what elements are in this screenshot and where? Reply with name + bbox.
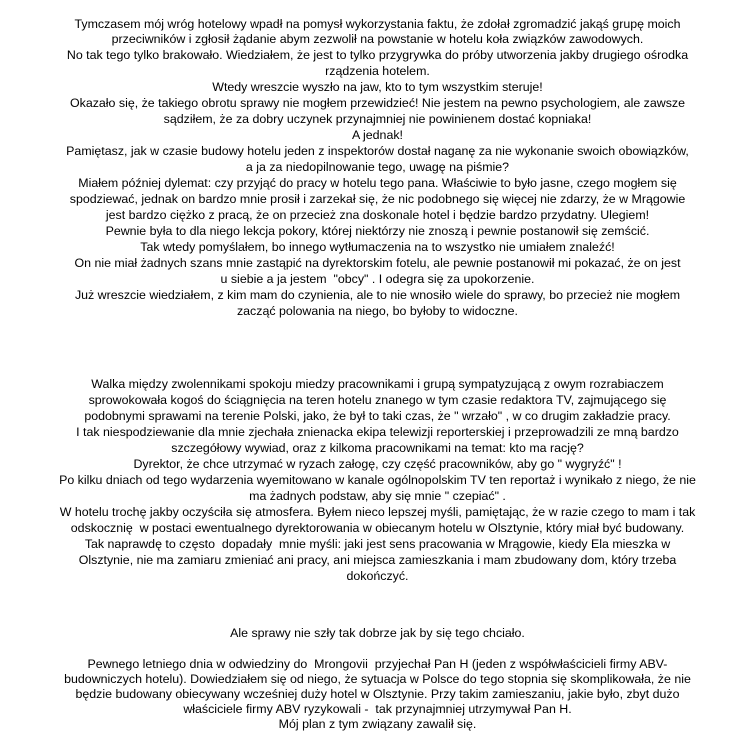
text-line: Tymczasem mój wróg hotelowy wpadł na pomysł wykorzystania faktu, że zdołał zgromadzić jakąś grupę moich xyxy=(74,17,681,31)
text-line: a ja za niedopilnowanie tego, uwagę na piśmie? xyxy=(245,160,510,174)
text-line: zacząć polowania na niego, bo byłoby to widoczne. xyxy=(236,304,519,318)
text-line: Pamiętasz, jak w czasie budowy hotelu jeden z inspektorów dostał naganę za nie wykonanie swoich obowiązków, xyxy=(66,144,689,158)
text-line: przeciwników i zgłosił żądanie abym zezwolił na powstanie w hotelu koła związków zawodowych. xyxy=(111,32,644,46)
text-line: Walka między zwolennikami spokoju miedzy pracownikami i grupą sympatyzującą z owym rozrabiaczem xyxy=(91,377,664,391)
text-line: Pewnie była to dla niego lekcja pokory, której niektórzy nie znoszą i pewnie postanowił się zemścić. xyxy=(105,224,650,238)
text-line: Wtedy wreszcie wyszło na jaw, kto to tym wszystkim steruje! xyxy=(212,80,543,94)
text-line: właściciele firmy ABV ryzykowali - tak przynajmniej utrzymywał Pan H. xyxy=(183,702,572,716)
text-line: ma żadnych podstaw, aby się mnie " czepiać" . xyxy=(249,489,506,503)
text-line: On nie miał żadnych szans mnie zastąpić na dyrektorskim fotelu, ale pewnie postanowił mi pokazać, że on jest xyxy=(74,256,681,270)
text-line: szczegółowy wywiad, oraz z kilkoma pracownikami na temat: kto ma rację? xyxy=(171,441,584,455)
text-line: sądziłem, że za dobry uczynek przynajmniej nie powinienem dostać kopniaka! xyxy=(163,112,592,126)
text-line: Po kilku dniach od tego wydarzenia wyemitowano w kanale ogólnopolskim TV ten reportaż i wynikało z niego, że nie xyxy=(59,473,696,487)
text-line: W hotelu trochę jakby oczyściła się atmosfera. Byłem nieco lepszej myśli, pamiętając, że w razie czego to mam i tak xyxy=(59,505,696,519)
text-line: I tak niespodziewanie dla mnie zjechała znienacka ekipa telewizji reporterskiej i przeprowadzili ze mną bardzo xyxy=(76,425,679,439)
text-line: Mój plan z tym związany zawalił się. xyxy=(278,717,477,731)
text-line: A jednak! xyxy=(352,128,403,142)
text-line: u siebie a ja jestem "obcy" . I odegra się za upokorzenie. xyxy=(220,272,535,286)
text-line: Pewnego letniego dnia w odwiedziny do Mrongovii przyjechał Pan H (jeden z współwłaścicieli firmy ABV- xyxy=(87,657,668,671)
text-line: sprowokowała kogoś do ściągnięcia na teren hotelu znanego w tym czasie redaktora TV, zajmującego się xyxy=(88,393,667,407)
text-line: Ale sprawy nie szły tak dobrze jak by się tego chciało. xyxy=(230,626,525,640)
text-line: budowniczych hotelu). Dowiedziałem się od niego, że sytuacja w Polsce do tego stopnia się skomplikowała, że nie xyxy=(64,672,691,686)
text-line: odskocznię w postaci ewentualnego dyrektorowania w obiecanym hotelu w Olsztynie, który miał być budowany. xyxy=(70,521,685,535)
text-line: dokończyć. xyxy=(346,569,409,583)
text-line: będzie budowany obiecywany wcześniej duży hotel w Olsztynie. Przy takim zamieszaniu, jakie było, zbyt dużo xyxy=(75,687,680,701)
text-line: spodziewać, jednak on bardzo mnie prosił i zarzekał się, że nic podobnego się więcej nie zdarzy, że w Mrągowie xyxy=(69,192,686,206)
text-line: Tak wtedy pomyślałem, bo innego wytłumaczenia na to wszystko nie umiałem znaleźć! xyxy=(140,240,615,254)
text-line: Olsztynie, nie ma zamiaru zmieniać ani pracy, ani miejsca zamieszkania i mam zbudowany dom, który trzeba xyxy=(78,553,677,567)
text-line: Już wreszcie wiedziałem, z kim mam do czynienia, ale to nie wnosiło wiele do sprawy, bo przecież nie mogłem xyxy=(74,288,681,302)
text-line: No tak tego tylko brakowało. Wiedziałem, że jest to tylko przygrywka do próby utworzenia jakby drugiego ośrodka xyxy=(66,48,689,62)
text-line: podobnymi sprawami na terenie Polski, jako, że był to taki czas, że " wrzało" , w co drugim zakładzie pracy. xyxy=(84,409,671,423)
text-line: Dyrektor, że chce utrzymać w ryzach załogę, czy część pracowników, aby go " wygryźć" ! xyxy=(133,457,622,471)
text-line: Miałem później dylemat: czy przyjąć do pracy w hotelu tego pana. Właściwie to było jasne, czego mogłem się xyxy=(78,176,677,190)
text-line: jest bardzo ciężko z pracą, że on przecież zna doskonale hotel i będzie bardzo przydatny. Ulegiem! xyxy=(105,208,650,222)
text-line: Tak naprawdę to często dopadały mnie myśli: jaki jest sens pracowania w Mrągowie, kiedy Ela mieszka w xyxy=(84,537,671,551)
text-line: Okazało się, że takiego obrotu sprawy nie mogłem przewidzieć! Nie jestem na pewno psychologiem, ale zawsze xyxy=(69,96,685,110)
text-line: rządzenia hotelem. xyxy=(325,64,430,78)
